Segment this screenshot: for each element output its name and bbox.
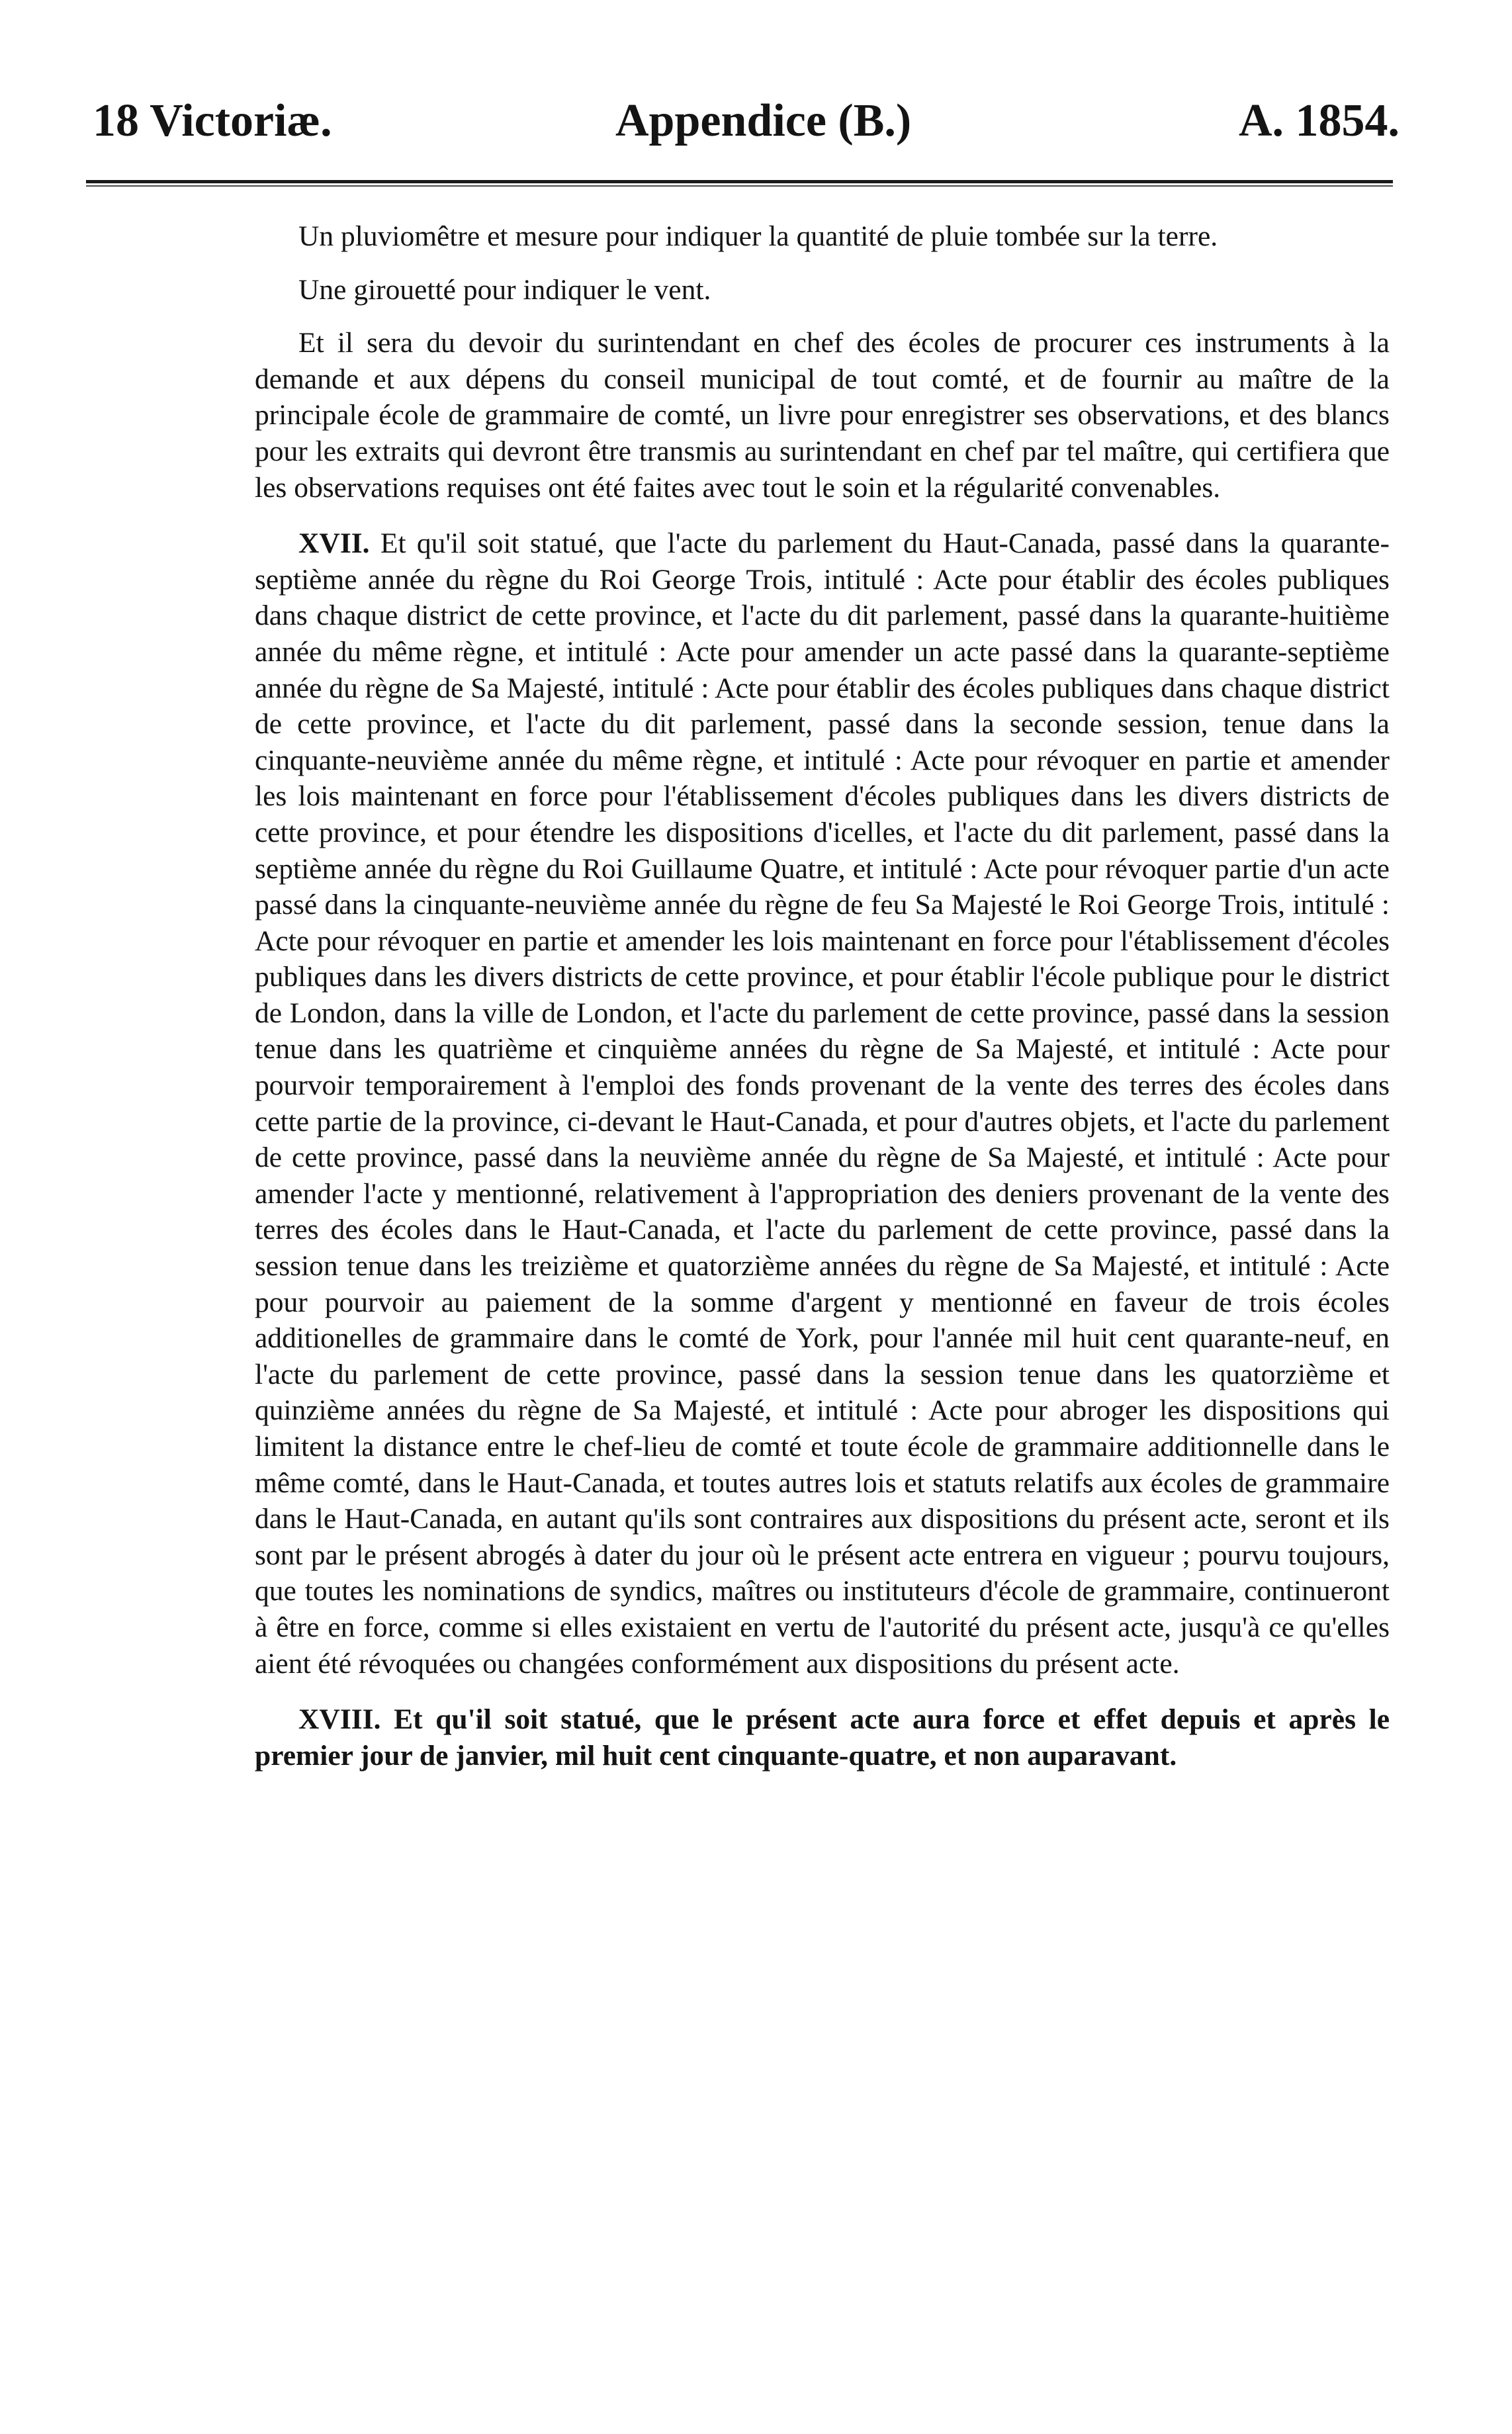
section-xvii xyxy=(255,525,1390,1682)
paragraph-rain-gauge: Un pluviomêtre et mesure pour indiquer la quantité de pluie tombée sur la terre. xyxy=(298,220,1218,252)
paragraph-weather-vane: Une girouetté pour indiquer le vent. xyxy=(298,273,711,306)
section-xvii-number: XVII. xyxy=(298,527,370,560)
page-header xyxy=(93,91,1400,151)
section-xvii-text: Et qu'il soit statué, que l'acte du parlement du Haut-Canada, passé dans la quarante-septième année du règne du Roi George Trois, intitulé : Acte pour établir des écoles publiques dans chaque district de cette province, et l'acte du dit parlement, passé dans la quarante-huitième année du même règne, et intitulé : Acte pour amender un acte passé dans la quarante-septième année du règne de Sa Majesté, intitulé : Acte pour établir des écoles publiques dans chaque district de cette province, et l'acte du dit parlement, passé dans la seconde session, tenue dans la cinquante-neuvième année du même règne, et intitulé : Acte pour révoquer en partie et amender les lois maintenant en force pour l'établissement d'écoles publiques dans les divers districts de cette province, et pour étendre les dispositions d'icelles, et l'acte du dit parlement, passé dans la septième année du règne du Roi Guillaume Quatre, et intitulé : Acte pour révoquer partie d'un acte passé dans la cinquante-neuvième année du règne de feu Sa Majesté le Roi George Trois, intitulé : Acte pour révoquer en partie et amender les lois maintenant en force pour l'établissement d'écoles publiques dans les divers districts de cette province, et pour établir l'école publique pour le district de London, dans la ville de London, et l'acte du parlement de cette province, passé dans la session tenue dans les quatrième et cinquième années du règne de Sa Majesté, et intitulé : Acte pour pourvoir temporairement à l'emploi des fonds provenant de la vente des terres des écoles dans cette partie de la province, ci-devant le Haut-Canada, et pour d'autres objets, et l'acte du parlement de cette province, passé dans la neuvième année du règne de Sa Majesté, et intitulé : Acte pour amender l'acte y mentionné, relativement à l'appropriation des deniers provenant de la vente des terres des écoles dans le Haut-Canada, et l'acte du parlement de cette province, passé dans la session tenue dans les treizième et quatorzième années du règne de Sa Majesté, et intitulé : Acte pour pourvoir au paiement de la somme d'argent y mentionné en faveur de trois écoles additionelles de grammaire dans le comté de York, pour l'année mil huit cent quarante-neuf, en l'acte du parlement de cette province, passé dans la session tenue dans les quatorzième et quinzième années du règne de Sa Majesté, et intitulé : Acte pour abroger les dispositions qui limitent la distance entre le chef-lieu de comté et toute école de grammaire additionnelle dans le même comté, dans le Haut-Canada, et toutes autres lois et statuts relatifs aux écoles de grammaire dans le Haut-Canada, en autant qu'ils sont contraires aux dispositions du présent acte, seront et ils sont par le présent abrogés à dater du jour où le présent acte entrera en vigueur ; pourvu toujours, que toutes les nominations de syndics, maîtres ou instituteurs d'école de grammaire, continueront à être en force, comme si elles existaient en vertu de l'autorité du présent acte, jusqu'à ce qu'elles aient été révoquées ou changées conformément aux dispositions du présent acte. xyxy=(255,527,1390,1680)
header-rule xyxy=(86,180,1393,187)
section-xviii xyxy=(255,1701,1390,1774)
header-appendix: Appendice (B.) xyxy=(615,95,912,146)
document-body xyxy=(255,218,1390,1774)
header-session: 18 Victoriæ. xyxy=(93,95,332,146)
header-year: A. 1854. xyxy=(1238,95,1400,146)
section-xviii-text: Et qu'il soit statué, que le présent acte aura force et effet depuis et après le premier jour de janvier, mil huit cent cinquante-quatre, et non auparavant. xyxy=(255,1703,1390,1772)
paragraph-superintendent-duty: Et il sera du devoir du surintendant en chef des écoles de procurer ces instruments à la demande et aux dépens du conseil municipal de tout comté, et de fournir au maître de la principale école de grammaire de comté, un livre pour enregistrer ses observations, et des blancs pour les extraits qui devront être transmis au surintendant en chef par tel maître, qui certifiera que les observations requises ont été faites avec tout le soin et la régularité convenables. xyxy=(255,327,1390,504)
section-xviii-number: XVIII. xyxy=(298,1703,381,1736)
